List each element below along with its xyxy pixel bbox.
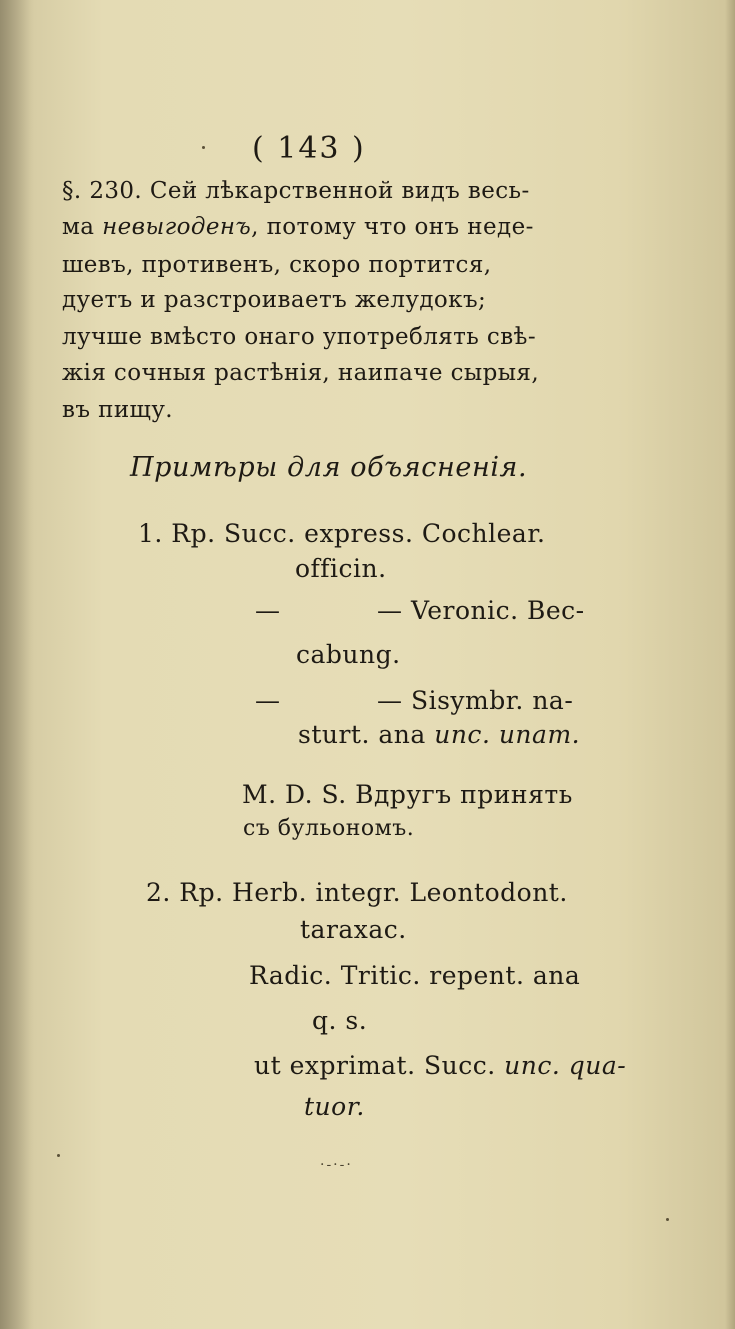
recipe-1-dose: unc. unam. bbox=[434, 720, 581, 749]
page-edge-shadow bbox=[725, 0, 735, 1329]
recipe-1-line-5: — Sisymbr. na- bbox=[377, 686, 574, 715]
recipe-2-line-1: 2. Rp. Herb. integr. Leontodont. bbox=[146, 878, 568, 907]
page-gutter-shadow bbox=[0, 0, 34, 1329]
recipe-1-line-6-start: sturt. ana bbox=[298, 720, 435, 749]
paragraph-line-1: §. 230. Сей лѣкарственной видъ весь- bbox=[62, 178, 530, 204]
paper-fleck bbox=[666, 1218, 669, 1221]
end-ornament: ·-·-· bbox=[320, 1157, 353, 1173]
recipe-2-dose: unc. qua- bbox=[504, 1051, 627, 1080]
paragraph-line-3: шевъ, противенъ, скоро портится, bbox=[62, 252, 492, 278]
recipe-2-line-6: tuor. bbox=[304, 1092, 365, 1121]
page-number: ( 143 ) bbox=[252, 131, 366, 166]
recipe-1-line-8: съ бульономъ. bbox=[243, 816, 415, 841]
paragraph-line-5: лучше вмѣсто онаго употреблять свѣ- bbox=[62, 324, 536, 350]
paragraph-line-6: жія сочныя растѣнія, наипаче сырыя, bbox=[62, 360, 540, 386]
recipe-1-line-7: M. D. S. Вдругъ принять bbox=[242, 780, 573, 809]
emphasis-word: невыгоденъ bbox=[102, 214, 252, 240]
paragraph-line-7: въ пищу. bbox=[62, 397, 173, 423]
recipe-2-line-2: taraxac. bbox=[300, 915, 407, 944]
recipe-1-line-4: cabung. bbox=[296, 640, 401, 669]
examples-heading: Примѣры для объясненія. bbox=[130, 452, 528, 483]
recipe-1-line-1: 1. Rp. Succ. express. Cochlear. bbox=[138, 519, 546, 548]
paper-fleck bbox=[202, 146, 205, 149]
recipe-1-line-6 bbox=[298, 722, 580, 747]
recipe-1-ditto-dash-2: — bbox=[255, 686, 281, 715]
paper-fleck bbox=[57, 1154, 60, 1157]
recipe-2-line-5 bbox=[254, 1053, 626, 1078]
paragraph-line-2 bbox=[62, 216, 534, 239]
paragraph-line-2-start: ма bbox=[62, 214, 103, 240]
paragraph-line-2-end: , потому что онъ неде- bbox=[251, 214, 534, 240]
recipe-2-line-5-start: ut exprimat. Succ. bbox=[254, 1051, 505, 1080]
recipe-2-line-4: q. s. bbox=[312, 1006, 368, 1035]
recipe-1-ditto-dash-1: — bbox=[255, 596, 281, 625]
recipe-2-line-3: Radic. Tritic. repent. ana bbox=[249, 961, 581, 990]
paragraph-line-4: дуетъ и разстроиваетъ желудокъ; bbox=[62, 287, 487, 313]
recipe-1-line-2: officin. bbox=[295, 554, 387, 583]
recipe-1-line-3: — Veronic. Bec- bbox=[377, 596, 585, 625]
